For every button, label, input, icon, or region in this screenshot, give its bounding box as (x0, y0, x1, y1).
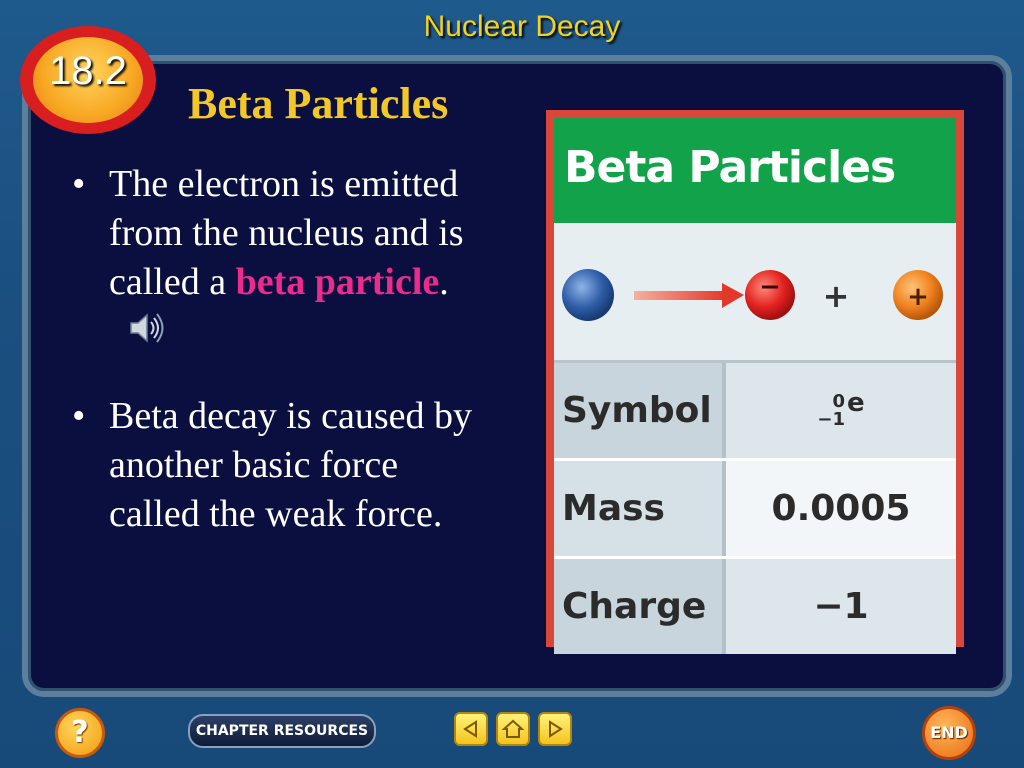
mass-value: 0.0005 (726, 461, 956, 556)
row-label: Charge (554, 559, 726, 654)
symbol-numbers (817, 390, 845, 430)
arrow-icon (634, 291, 726, 300)
chapter-resources-button[interactable]: CHAPTER RESOURCES (188, 714, 376, 748)
table-row-mass (554, 461, 956, 559)
decay-diagram-graphic (554, 223, 956, 360)
decay-diagram (554, 223, 956, 363)
bullet-dot: • (72, 163, 86, 205)
symbol-value (726, 363, 956, 458)
speaker-icon[interactable] (127, 309, 165, 360)
beta-particles-card (546, 110, 964, 647)
next-arrow-icon[interactable] (538, 712, 572, 746)
atomic-number: −1 (817, 408, 845, 430)
table-row-charge (554, 559, 956, 654)
mass-number: 0 (832, 390, 845, 412)
section-number: 18.2 (49, 48, 127, 93)
bullet-item (72, 392, 472, 539)
bullet-dot: • (72, 394, 86, 437)
table-row-symbol (554, 363, 956, 461)
header-title: Nuclear Decay (423, 10, 621, 43)
charge-value: −1 (726, 559, 956, 654)
bullet-list (72, 160, 472, 571)
end-button[interactable]: END (922, 706, 976, 760)
bullet-text-end: . (439, 261, 449, 303)
element-symbol: e (846, 387, 865, 418)
nuclear-symbol (817, 387, 865, 430)
bullet-text: Beta decay is caused by another basic force called the weak force. (109, 394, 472, 535)
prev-arrow-icon[interactable] (454, 712, 488, 746)
bullet-item (72, 160, 472, 360)
section-badge-inner (33, 37, 143, 123)
row-label: Mass (554, 461, 726, 556)
card-title: Beta Particles (554, 118, 956, 223)
highlight-term: beta particle (235, 261, 440, 303)
card-body (554, 118, 956, 639)
slide-title: Beta Particles (188, 79, 449, 128)
row-label: Symbol (554, 363, 726, 458)
neutron-icon (562, 269, 614, 321)
bullet-text: The electron is emitted from the nucleus and is called a (109, 163, 464, 303)
plus-sign: + (822, 277, 850, 315)
proton-sign: + (907, 282, 929, 312)
section-badge (20, 26, 156, 134)
home-icon[interactable] (496, 712, 530, 746)
electron-sign: − (759, 272, 781, 302)
help-button[interactable]: ? (55, 708, 105, 758)
